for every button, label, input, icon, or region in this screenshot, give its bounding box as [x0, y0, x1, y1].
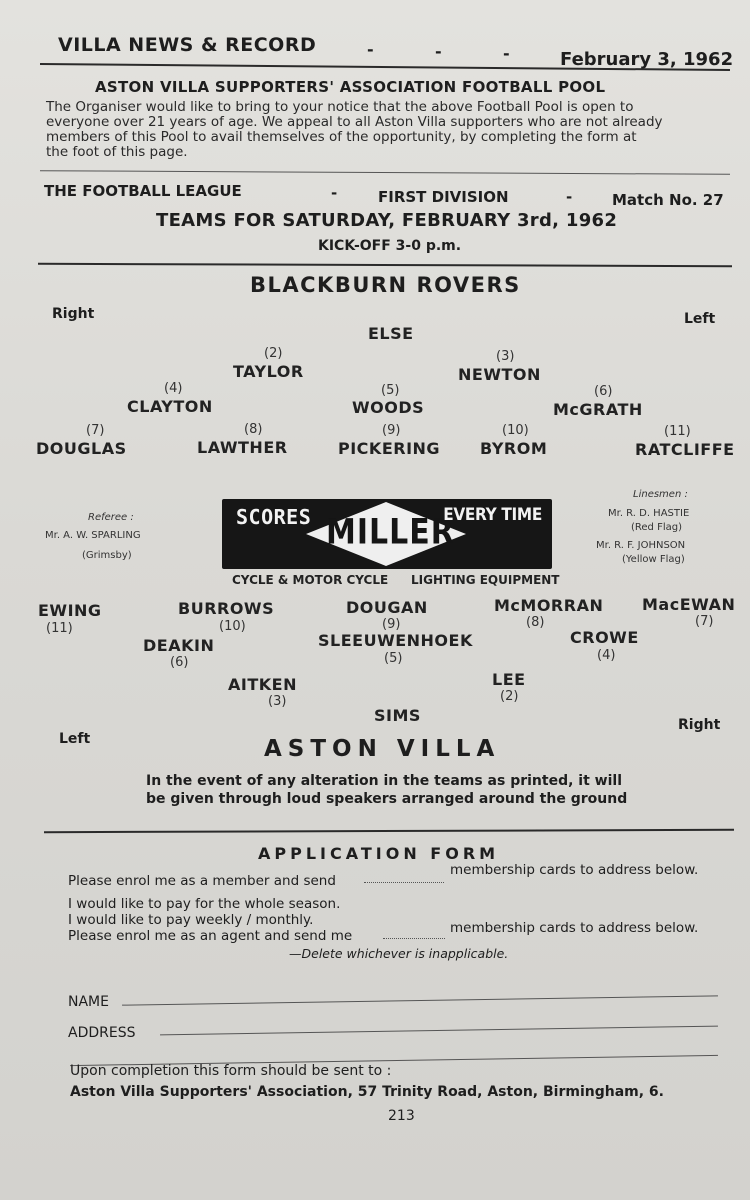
- league-name: THE FOOTBALL LEAGUE: [44, 182, 242, 200]
- player-name: BURROWS: [178, 599, 275, 618]
- player-name: LAWTHER: [197, 438, 288, 457]
- association-address: Aston Villa Supporters' Association, 57 Trinity Road, Aston, Birmingham, 6.: [70, 1084, 664, 1100]
- player-number: (10): [502, 423, 529, 438]
- player-number: (5): [381, 383, 400, 398]
- advert-scores-text: SCORES: [236, 505, 312, 529]
- send-instructions: Upon completion this form should be sent to :: [70, 1063, 392, 1079]
- league-division: FIRST DIVISION: [378, 188, 509, 206]
- advert-brand: MILLER: [326, 512, 455, 553]
- form-text: membership cards to address below.: [450, 920, 699, 936]
- player-number: (8): [526, 615, 545, 630]
- player-name: SIMS: [374, 706, 421, 725]
- linesman-name: Mr. R. F. JOHNSON: [596, 540, 686, 551]
- form-option: I would like to pay weekly / monthly.: [68, 912, 314, 928]
- linesmen-label: Linesmen :: [633, 489, 688, 500]
- player-name: DOUGAN: [346, 598, 428, 617]
- side-label: Right: [52, 306, 95, 322]
- home-team-name: BLACKBURN ROVERS: [250, 273, 521, 297]
- player-number: (4): [597, 648, 616, 663]
- player-number: (7): [86, 423, 105, 438]
- advert-every-time-text: EVERY TIME: [443, 505, 542, 525]
- name-field[interactable]: [122, 995, 718, 1005]
- player-name: MacEWAN: [642, 595, 736, 614]
- player-number: (2): [264, 346, 283, 361]
- issue-date: February 3, 1962: [560, 49, 734, 70]
- masthead-dash: -: [503, 44, 510, 63]
- player-name: WOODS: [352, 398, 425, 417]
- address-field[interactable]: [160, 1026, 718, 1036]
- form-text: Please enrol me as a member and send: [68, 873, 336, 889]
- kick-off-time: KICK-OFF 3-0 p.m.: [318, 238, 462, 254]
- pool-notice-line: the foot of this page.: [46, 144, 188, 160]
- page-number: 213: [388, 1108, 415, 1124]
- teams-heading: TEAMS FOR SATURDAY, FEBRUARY 3rd, 1962: [156, 210, 618, 231]
- miller-advert: [222, 499, 552, 569]
- league-separator: -: [566, 188, 573, 206]
- pool-title: ASTON VILLA SUPPORTERS' ASSOCIATION FOOTBALL POOL: [95, 78, 606, 96]
- player-number: (7): [695, 614, 714, 629]
- pool-notice: [46, 100, 736, 160]
- player-name: CLAYTON: [127, 397, 213, 416]
- player-number: (6): [170, 655, 189, 670]
- linesman-name: Mr. R. D. HASTIE: [608, 508, 690, 519]
- player-name: AITKEN: [228, 675, 297, 694]
- player-name: PICKERING: [338, 439, 441, 458]
- side-label: Right: [678, 717, 721, 733]
- referee-label: Referee :: [88, 512, 134, 523]
- match-number: Match No. 27: [612, 191, 724, 209]
- player-name: McGRATH: [553, 400, 643, 419]
- player-name: RATCLIFFE: [635, 440, 735, 459]
- away-team-name: ASTON VILLA: [264, 736, 501, 762]
- player-number: (2): [500, 689, 519, 704]
- player-number: (9): [382, 617, 401, 632]
- pool-notice-line: members of this Pool to avail themselves of the opportunity, by completing the form at: [46, 129, 637, 145]
- side-label: Left: [59, 731, 91, 747]
- player-name: CROWE: [570, 628, 639, 647]
- player-name: DOUGLAS: [36, 439, 127, 458]
- advert-subtitle-left: CYCLE & MOTOR CYCLE: [232, 573, 389, 587]
- member-cards-count-field[interactable]: [364, 881, 444, 883]
- alteration-notice: be given through loud speakers arranged around the ground: [146, 791, 628, 807]
- linesman-flag: (Red Flag): [631, 522, 682, 533]
- name-label: NAME: [68, 994, 109, 1010]
- divider: [38, 263, 732, 267]
- address-label: ADDRESS: [68, 1025, 136, 1041]
- alteration-notice: In the event of any alteration in the teams as printed, it will: [146, 773, 622, 789]
- player-number: (6): [594, 384, 613, 399]
- player-name: SLEEUWENHOEK: [318, 631, 473, 650]
- player-name: LEE: [492, 670, 526, 689]
- player-number: (4): [164, 381, 183, 396]
- player-number: (9): [382, 423, 401, 438]
- masthead-dash: -: [367, 40, 374, 59]
- player-name: TAYLOR: [233, 362, 304, 381]
- pool-notice-line: The Organiser would like to bring to your notice that the above Football Pool is open to: [46, 99, 634, 115]
- masthead-dash: -: [435, 42, 442, 61]
- form-title: APPLICATION FORM: [258, 844, 500, 863]
- player-number: (10): [219, 619, 246, 634]
- league-separator: -: [331, 184, 338, 202]
- player-number: (11): [46, 621, 73, 636]
- form-option: I would like to pay for the whole season.: [68, 896, 341, 912]
- referee-town: (Grimsby): [82, 550, 132, 561]
- advert-subtitle-right: LIGHTING EQUIPMENT: [411, 573, 560, 587]
- player-name: DEAKIN: [143, 636, 215, 655]
- side-label: Left: [684, 311, 716, 327]
- player-name: ELSE: [368, 324, 414, 343]
- form-text: Please enrol me as an agent and send me: [68, 928, 353, 944]
- player-name: EWING: [38, 601, 102, 620]
- agent-cards-count-field[interactable]: [383, 937, 445, 939]
- referee-name: Mr. A. W. SPARLING: [45, 530, 141, 541]
- player-number: (11): [664, 424, 691, 439]
- form-text: membership cards to address below.: [450, 862, 699, 878]
- player-number: (3): [268, 694, 287, 709]
- divider: [40, 170, 730, 175]
- publication-title: VILLA NEWS & RECORD: [58, 34, 317, 56]
- player-name: BYROM: [480, 439, 548, 458]
- player-number: (5): [384, 651, 403, 666]
- player-number: (8): [244, 422, 263, 437]
- delete-note: —Delete whichever is inapplicable.: [289, 946, 509, 961]
- linesman-flag: (Yellow Flag): [622, 554, 685, 565]
- player-number: (3): [496, 349, 515, 364]
- player-name: McMORRAN: [494, 596, 604, 615]
- player-name: NEWTON: [458, 365, 541, 384]
- pool-notice-line: everyone over 21 years of age. We appeal to all Aston Villa supporters who are not already: [46, 114, 663, 130]
- divider: [44, 829, 734, 833]
